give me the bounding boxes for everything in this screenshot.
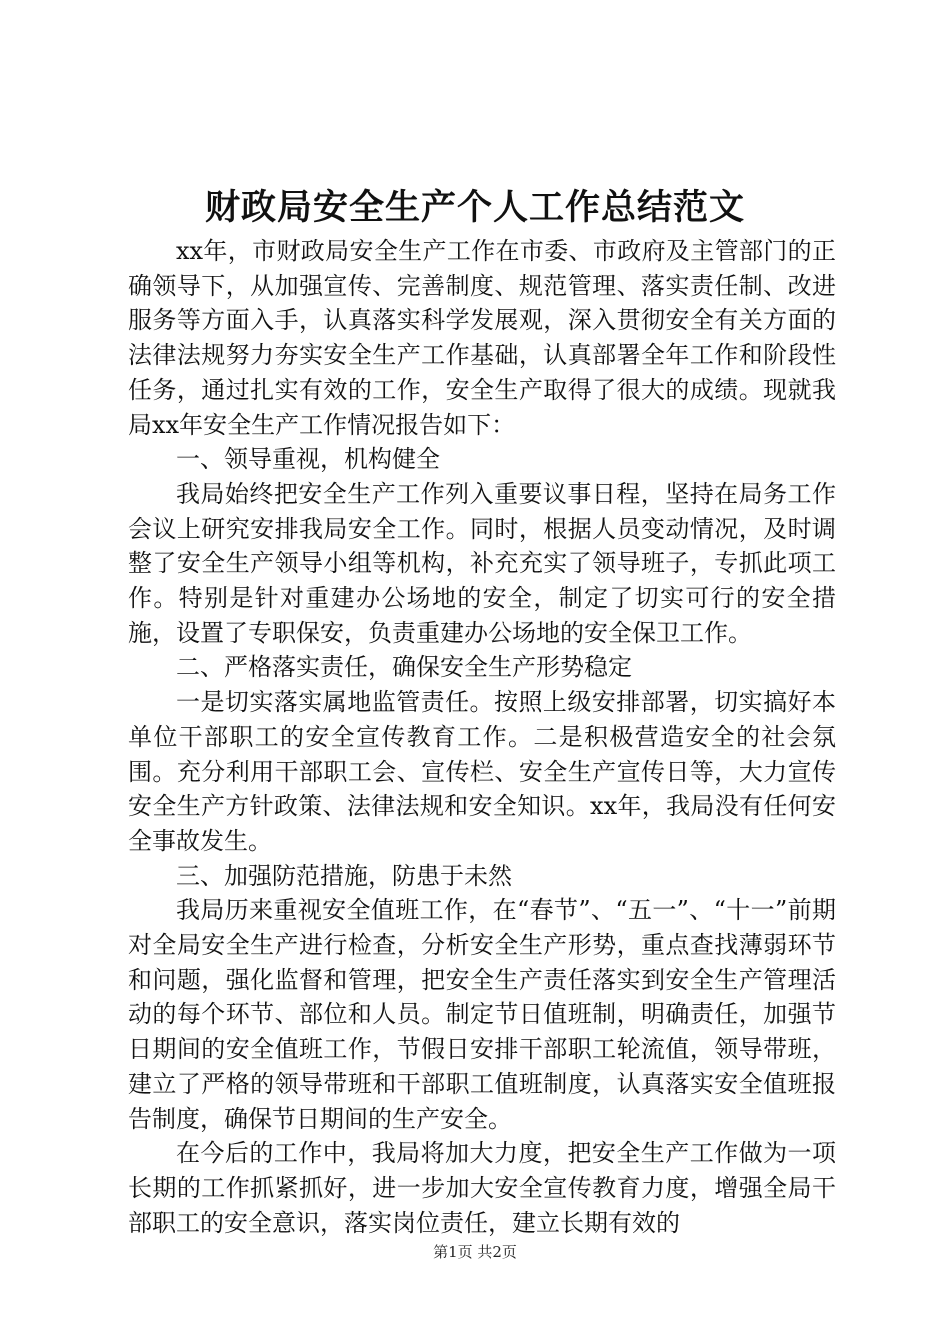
document-title: 财政局安全生产个人工作总结范文 bbox=[204, 187, 745, 228]
section-heading-3: 三、加强防范措施，防患于未然 bbox=[176, 861, 512, 890]
paragraph-section-3: 我局历来重视安全值班工作，在“春节”、“五一”、“十一”前期对全局安全生产进行检查，分析安全生产形势，重点查找薄弱环节和问题，强化监督和管理，把安全生产责任落实到安全生产管理活动的每个环节、部位和人员。制定节日值班制，明确责任，加强节日期间的安全值班工作，节假日安排干部职工轮流值，领导带班，建立了严格的领导带班和干部职工值班制度，认真落实安全值班报告制度，确保节日期间的生产安全。 bbox=[128, 896, 836, 1133]
paragraph-section-2: 一是切实落实属地监管责任。按照上级安排部署，切实搞好本单位干部职工的安全宣传教育工作。二是积极营造安全的社会氛围。充分利用干部职工会、宣传栏、安全生产宣传日等，大力宣传安全生产方针政策、法律法规和安全知识。xx年，我局没有任何安全事故发生。 bbox=[128, 688, 836, 855]
section-heading-2: 二、严格落实责任，确保安全生产形势稳定 bbox=[176, 653, 632, 682]
paragraph-intro: xx年，市财政局安全生产工作在市委、市政府及主管部门的正确领导下，从加强宣传、完善制度、规范管理、落实责任制、改进服务等方面入手，认真落实科学发展观，深入贯彻安全有关方面的法律法规努力夯实安全生产工作基础，认真部署全年工作和阶段性任务，通过扎实有效的工作，安全生产取得了很大的成绩。现就我局xx年安全生产工作情况报告如下： bbox=[128, 237, 836, 439]
document-body bbox=[128, 234, 836, 1240]
page-number-footer: 第1页 共2页 bbox=[433, 1243, 517, 1261]
paragraph-closing: 在今后的工作中，我局将加大力度，把安全生产工作做为一项长期的工作抓紧抓好，进一步加大安全宣传教育力度，增强全局干部职工的安全意识，落实岗位责任，建立长期有效的 bbox=[128, 1139, 836, 1237]
paragraph-section-1: 我局始终把安全生产工作列入重要议事日程，坚持在局务工作会议上研究安排我局安全工作。同时，根据人员变动情况，及时调整了安全生产领导小组等机构，补充充实了领导班子，专抓此项工作。特别是针对重建办公场地的安全，制定了切实可行的安全措施，设置了专职保安，负责重建办公场地的安全保卫工作。 bbox=[128, 479, 836, 647]
section-heading-1: 一、领导重视，机构健全 bbox=[176, 445, 440, 474]
